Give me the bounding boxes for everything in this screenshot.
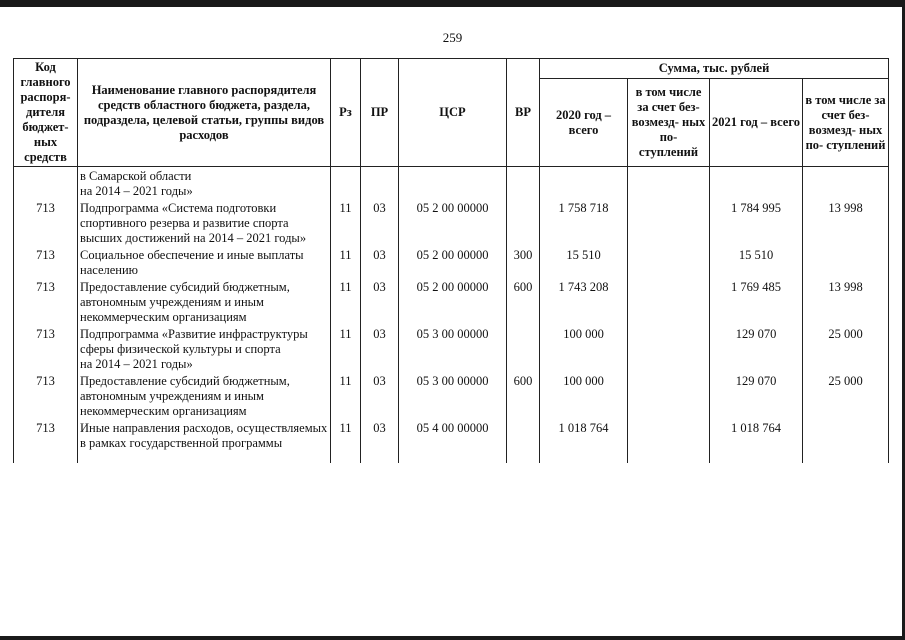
cell-pr: 03 (361, 248, 399, 280)
cell-pr: 03 (361, 327, 399, 374)
cell-vr (507, 421, 540, 463)
cell-name: Иные направления расходов, осуществляемых в рамках государственной программы (78, 421, 331, 463)
cell-code: 713 (14, 374, 78, 421)
cell-2020-grants (628, 248, 710, 280)
cell-vr: 300 (507, 248, 540, 280)
cell-2021-grants: 25 000 (803, 374, 889, 421)
top-border (0, 0, 905, 7)
cell-csr: 05 2 00 00000 (399, 248, 507, 280)
table-row (14, 280, 889, 327)
cell-2020-grants (628, 201, 710, 248)
cell-rz: 11 (331, 280, 361, 327)
header-2020-total: 2020 год – всего (540, 79, 628, 167)
cell-2021-grants: 13 998 (803, 280, 889, 327)
cell-2021-total: 1 769 485 (710, 280, 803, 327)
header-csr: ЦСР (399, 59, 507, 167)
cell-2021-total: 129 070 (710, 374, 803, 421)
cell-rz: 11 (331, 248, 361, 280)
header-name: Наименование главного распорядителя средств областного бюджета, раздела, подраздела, целевой статьи, группы видов расходов (78, 59, 331, 167)
cell-2020-grants (628, 327, 710, 374)
table-row (14, 201, 889, 248)
cell-name: Предоставление субсидий бюджетным, автономным учреждениям и иным некоммерческим организациям (78, 374, 331, 421)
cell-rz: 11 (331, 327, 361, 374)
cell-2021-grants (803, 248, 889, 280)
table-row (14, 248, 889, 280)
cell-code: 713 (14, 280, 78, 327)
cell-2021-grants (803, 421, 889, 463)
bottom-border (0, 636, 905, 640)
cell-name: в Самарской области на 2014 – 2021 годы» (78, 167, 331, 202)
cell-code: 713 (14, 248, 78, 280)
cell-2020-total: 15 510 (540, 248, 628, 280)
cell-pr: 03 (361, 201, 399, 248)
cell-csr: 05 2 00 00000 (399, 280, 507, 327)
table-row (14, 421, 889, 463)
header-vr: ВР (507, 59, 540, 167)
cell-2021-grants (803, 167, 889, 202)
cell-2021-grants: 25 000 (803, 327, 889, 374)
cell-rz: 11 (331, 201, 361, 248)
cell-name: Предоставление субсидий бюджетным, автономным учреждениям и иным некоммерческим организациям (78, 280, 331, 327)
cell-rz: 11 (331, 374, 361, 421)
page-number: 259 (442, 30, 463, 45)
header-2021-grants: в том числе за счет без- возмезд- ных по- ступлений (803, 79, 889, 167)
cell-vr: 600 (507, 280, 540, 327)
budget-table (13, 58, 889, 463)
cell-2021-total: 1 018 764 (710, 421, 803, 463)
cell-vr (507, 327, 540, 374)
cell-2021-total: 15 510 (710, 248, 803, 280)
cell-2020-total: 1 018 764 (540, 421, 628, 463)
cell-csr: 05 3 00 00000 (399, 327, 507, 374)
cell-2021-total (710, 167, 803, 202)
cell-2021-grants: 13 998 (803, 201, 889, 248)
cell-code: 713 (14, 421, 78, 463)
table-row (14, 374, 889, 421)
header-rz: Рз (331, 59, 361, 167)
cell-2021-total: 1 784 995 (710, 201, 803, 248)
cell-csr: 05 2 00 00000 (399, 201, 507, 248)
cell-csr (399, 167, 507, 202)
cell-pr: 03 (361, 374, 399, 421)
cell-code: 713 (14, 327, 78, 374)
cell-pr (361, 167, 399, 202)
table-row (14, 327, 889, 374)
header-2021-total: 2021 год – всего (710, 79, 803, 167)
header-code: Код главного распоря- дителя бюджет- ных средств (14, 59, 78, 167)
cell-rz (331, 167, 361, 202)
cell-2020-total: 1 758 718 (540, 201, 628, 248)
header-pr: ПР (361, 59, 399, 167)
cell-code: 713 (14, 201, 78, 248)
header-sum-group: Сумма, тыс. рублей (540, 59, 889, 79)
cell-2020-grants (628, 280, 710, 327)
cell-code (14, 167, 78, 202)
cell-csr: 05 4 00 00000 (399, 421, 507, 463)
cell-vr: 600 (507, 374, 540, 421)
cell-vr (507, 167, 540, 202)
cell-pr: 03 (361, 280, 399, 327)
cell-vr (507, 201, 540, 248)
cell-pr: 03 (361, 421, 399, 463)
cell-2020-total: 100 000 (540, 327, 628, 374)
cell-2020-grants (628, 421, 710, 463)
cell-2020-grants (628, 167, 710, 202)
cell-2020-total (540, 167, 628, 202)
cell-name: Социальное обеспечение и иные выплаты населению (78, 248, 331, 280)
cell-2020-total: 1 743 208 (540, 280, 628, 327)
table-row (14, 167, 889, 202)
cell-2020-total: 100 000 (540, 374, 628, 421)
cell-2021-total: 129 070 (710, 327, 803, 374)
cell-rz: 11 (331, 421, 361, 463)
cell-name: Подпрограмма «Развитие инфраструктуры сферы физической культуры и спорта на 2014 – 2021 годы» (78, 327, 331, 374)
cell-2020-grants (628, 374, 710, 421)
header-2020-grants: в том числе за счет без- возмезд- ных по- ступлений (628, 79, 710, 167)
cell-csr: 05 3 00 00000 (399, 374, 507, 421)
cell-name: Подпрограмма «Система подготовки спортивного резерва и развитие спорта высших достижений на 2014 – 2021 годы» (78, 201, 331, 248)
